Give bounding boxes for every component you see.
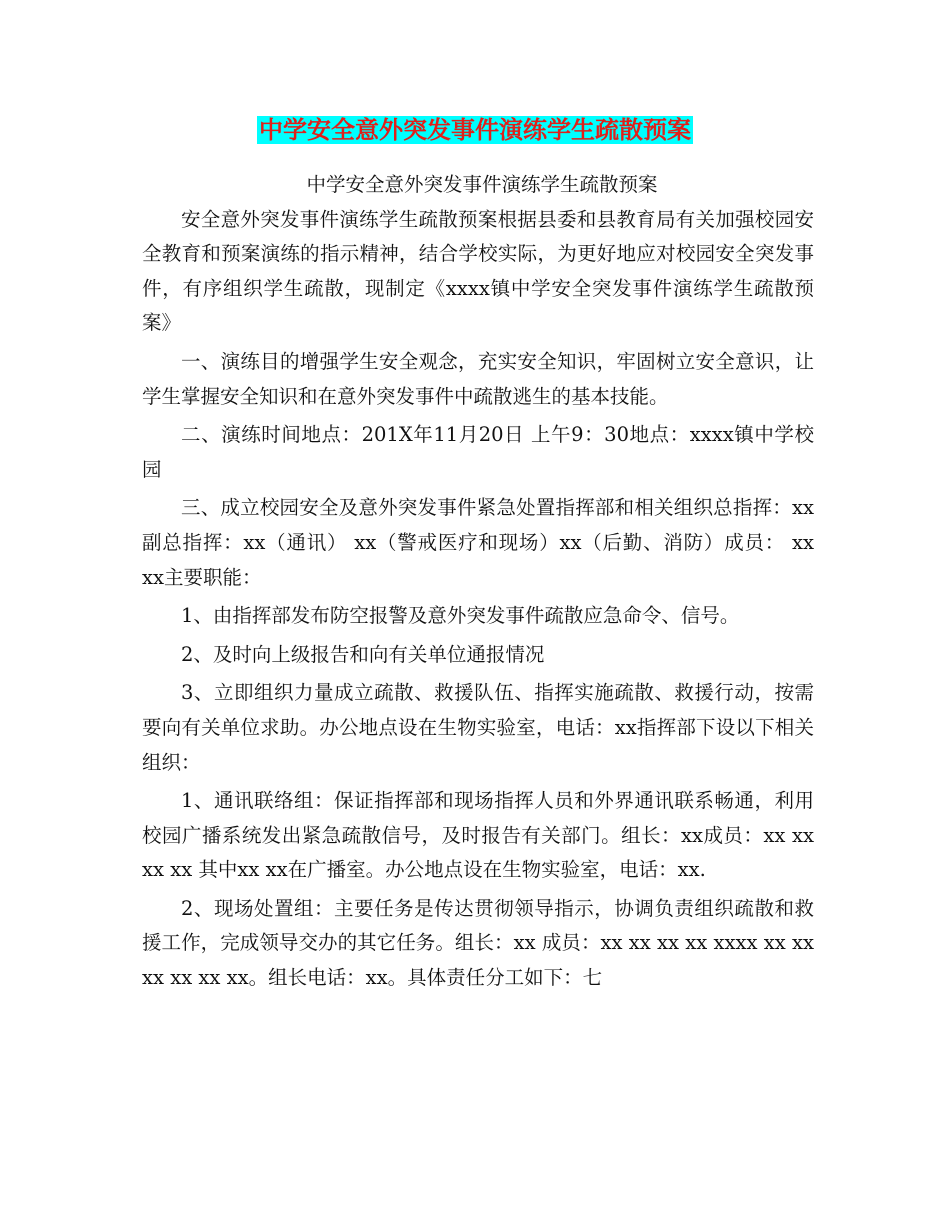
paragraph-duty-1: 1、由指挥部发布防空报警及意外突发事件疏散应急命令、信号。 [181, 604, 740, 628]
paragraph-duty-2: 2、及时向上级报告和向有关单位通报情况 [181, 642, 545, 666]
paragraph-onsite-group: 2、现场处置组：主要任务是传达贯彻领导指示，协调负责组织疏散和救援工作，完成领导交办的其它任务。组长：xx 成员：xx xx xx xx xxxx xx xx xx xx xx xx。组长电话：xx。具体责任分工如下：七 [142, 896, 814, 990]
document-title [0, 113, 950, 147]
paragraph-communication-group: 1、通讯联络组：保证指挥部和现场指挥人员和外界通讯联系畅通，利用校园广播系统发出紧急疏散信号，及时报告有关部门。组长：xx成员：xx xx xx xx 其中xx xx在广播室。办公地点设在生物实验室，电话：xx. [142, 789, 814, 882]
document-subtitle: 中学安全意外突发事件演练学生疏散预案 [306, 173, 658, 196]
document-body [142, 168, 814, 996]
paragraph-intro: 安全意外突发事件演练学生疏散预案根据县委和县教育局有关加强校园安全教育和预案演练的指示精神，结合学校实际，为更好地应对校园安全突发事件，有序组织学生疏散，现制定《xxxx镇中学安全突发事件演练学生疏散预案》 [142, 207, 814, 335]
document-title-text: 中学安全意外突发事件演练学生疏散预案 [259, 116, 691, 144]
paragraph-time-location: 二、演练时间地点：201X年11月20日 上午9：30地点：xxxx镇中学校园 [142, 423, 814, 481]
paragraph-command-structure: 三、成立校园安全及意外突发事件紧急处置指挥部和相关组织总指挥：xx副总指挥：xx（通讯） xx（警戒医疗和现场）xx（后勤、消防）成员： xx xx主要职能： [142, 496, 814, 589]
paragraph-duty-3: 3、立即组织力量成立疏散、救援队伍、指挥实施疏散、救援行动，按需要向有关单位求助。办公地点设在生物实验室，电话：xx指挥部下设以下相关组织： [142, 681, 814, 774]
paragraph-purpose: 一、演练目的增强学生安全观念，充实安全知识，牢固树立安全意识，让学生掌握安全知识和在意外突发事件中疏散逃生的基本技能。 [142, 349, 814, 408]
